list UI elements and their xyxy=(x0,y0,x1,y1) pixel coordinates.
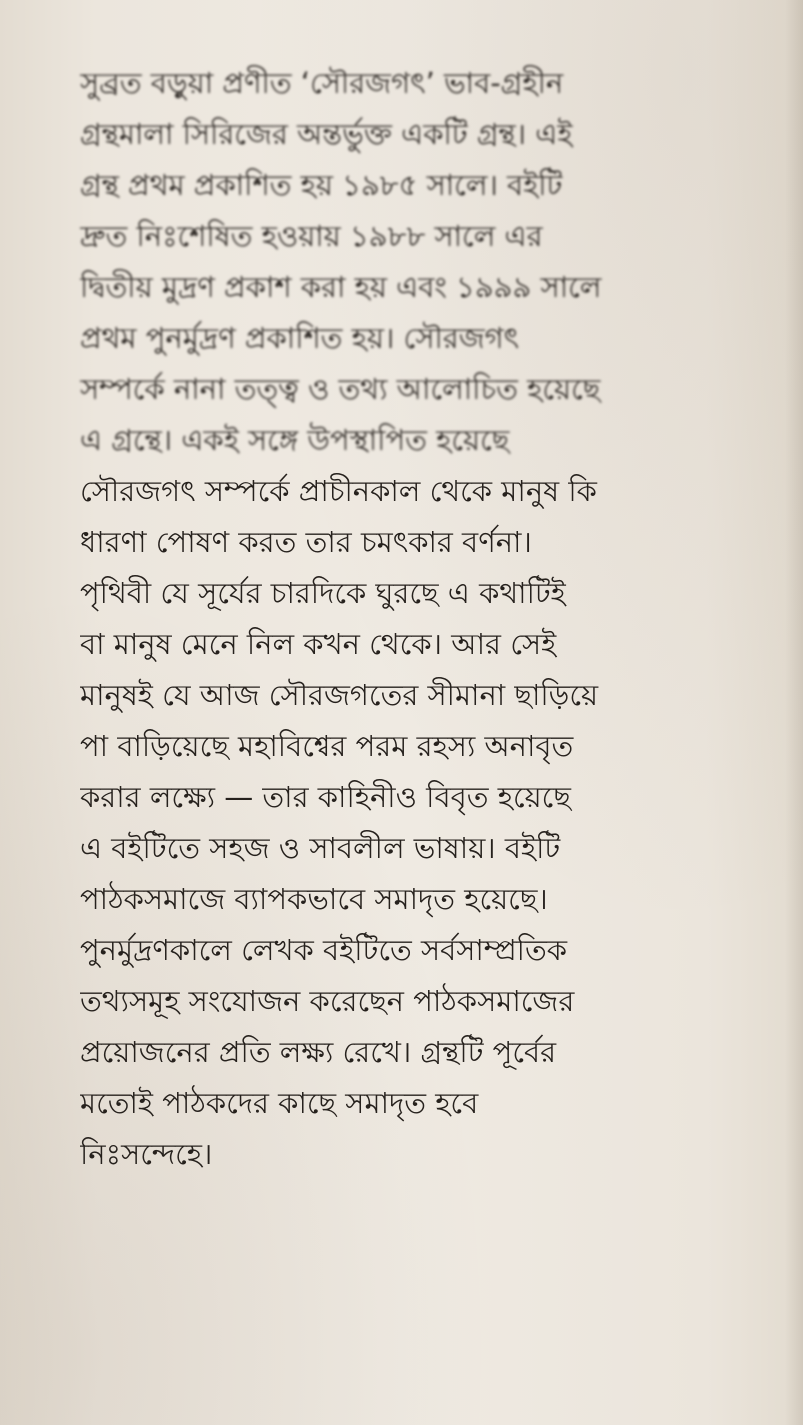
blurb-line: গ্রন্থমালা সিরিজের অন্তর্ভুক্ত একটি গ্রন্থ। এই xyxy=(80,117,573,151)
blurb-line: দ্বিতীয় মুদ্রণ প্রকাশ করা হয় এবং ১৯৯৯ সালে xyxy=(80,270,602,304)
blurb-line: সম্পর্কে নানা তত্ত্ব ও তথ্য আলোচিত হয়েছে xyxy=(80,372,601,406)
blurb-line: প্রয়োজনের প্রতি লক্ষ্য রেখে। গ্রন্থটি পূর্বের xyxy=(80,1035,557,1069)
blurb-line: বা মানুষ মেনে নিল কখন থেকে। আর সেই xyxy=(80,627,557,661)
blurb-line: পুনর্মুদ্রণকালে লেখক বইটিতে সর্বসাম্প্রতিক xyxy=(80,933,568,967)
blurb-line: দ্রুত নিঃশেষিত হওয়ায় ১৯৮৮ সালে এর xyxy=(80,219,543,253)
blurb-line: করার লক্ষ্যে — তার কাহিনীও বিবৃত হয়েছে xyxy=(80,780,571,814)
blurb-line: তথ্যসমূহ সংযোজন করেছেন পাঠকসমাজের xyxy=(80,984,575,1018)
blurb-line: মানুষই যে আজ সৌরজগতের সীমানা ছাড়িয়ে xyxy=(80,678,599,712)
blurb-line: এ গ্রন্থে। একই সঙ্গে উপস্থাপিত হয়েছে xyxy=(80,423,510,457)
blurb-line: প্রথম পুনর্মুদ্রণ প্রকাশিত হয়। সৌরজগৎ xyxy=(80,321,520,355)
page-edge-shadow xyxy=(785,0,803,1425)
blurb-line: ধারণা পোষণ করত তার চমৎকার বর্ণনা। xyxy=(80,525,532,559)
blurb-line: মতোই পাঠকদের কাছে সমাদৃত হবে xyxy=(80,1086,479,1120)
blurb-line: এ বইটিতে সহজ ও সাবলীল ভাষায়। বইটি xyxy=(80,831,561,865)
blurb-line: পৃথিবী যে সূর্যের চারদিকে ঘুরছে এ কথাটিই xyxy=(80,576,566,610)
blurb-line: সৌরজগৎ সম্পর্কে প্রাচীনকাল থেকে মানুষ কি xyxy=(80,474,597,508)
blurb-line: পা বাড়িয়েছে মহাবিশ্বের পরম রহস্য অনাবৃত xyxy=(80,729,574,763)
blurb-line: নিঃসন্দেহে। xyxy=(80,1137,213,1171)
blurb-line: সুব্রত বড়ুয়া প্রণীত ‘সৌরজগৎ’ ভাব-গ্রহীন xyxy=(80,66,564,100)
blurb-line: গ্রন্থ প্রথম প্রকাশিত হয় ১৯৮৫ সালে। বইটি xyxy=(80,168,563,202)
blurb-line: পাঠকসমাজে ব্যাপকভাবে সমাদৃত হয়েছে। xyxy=(80,882,548,916)
blurb-paragraph xyxy=(80,58,680,1180)
